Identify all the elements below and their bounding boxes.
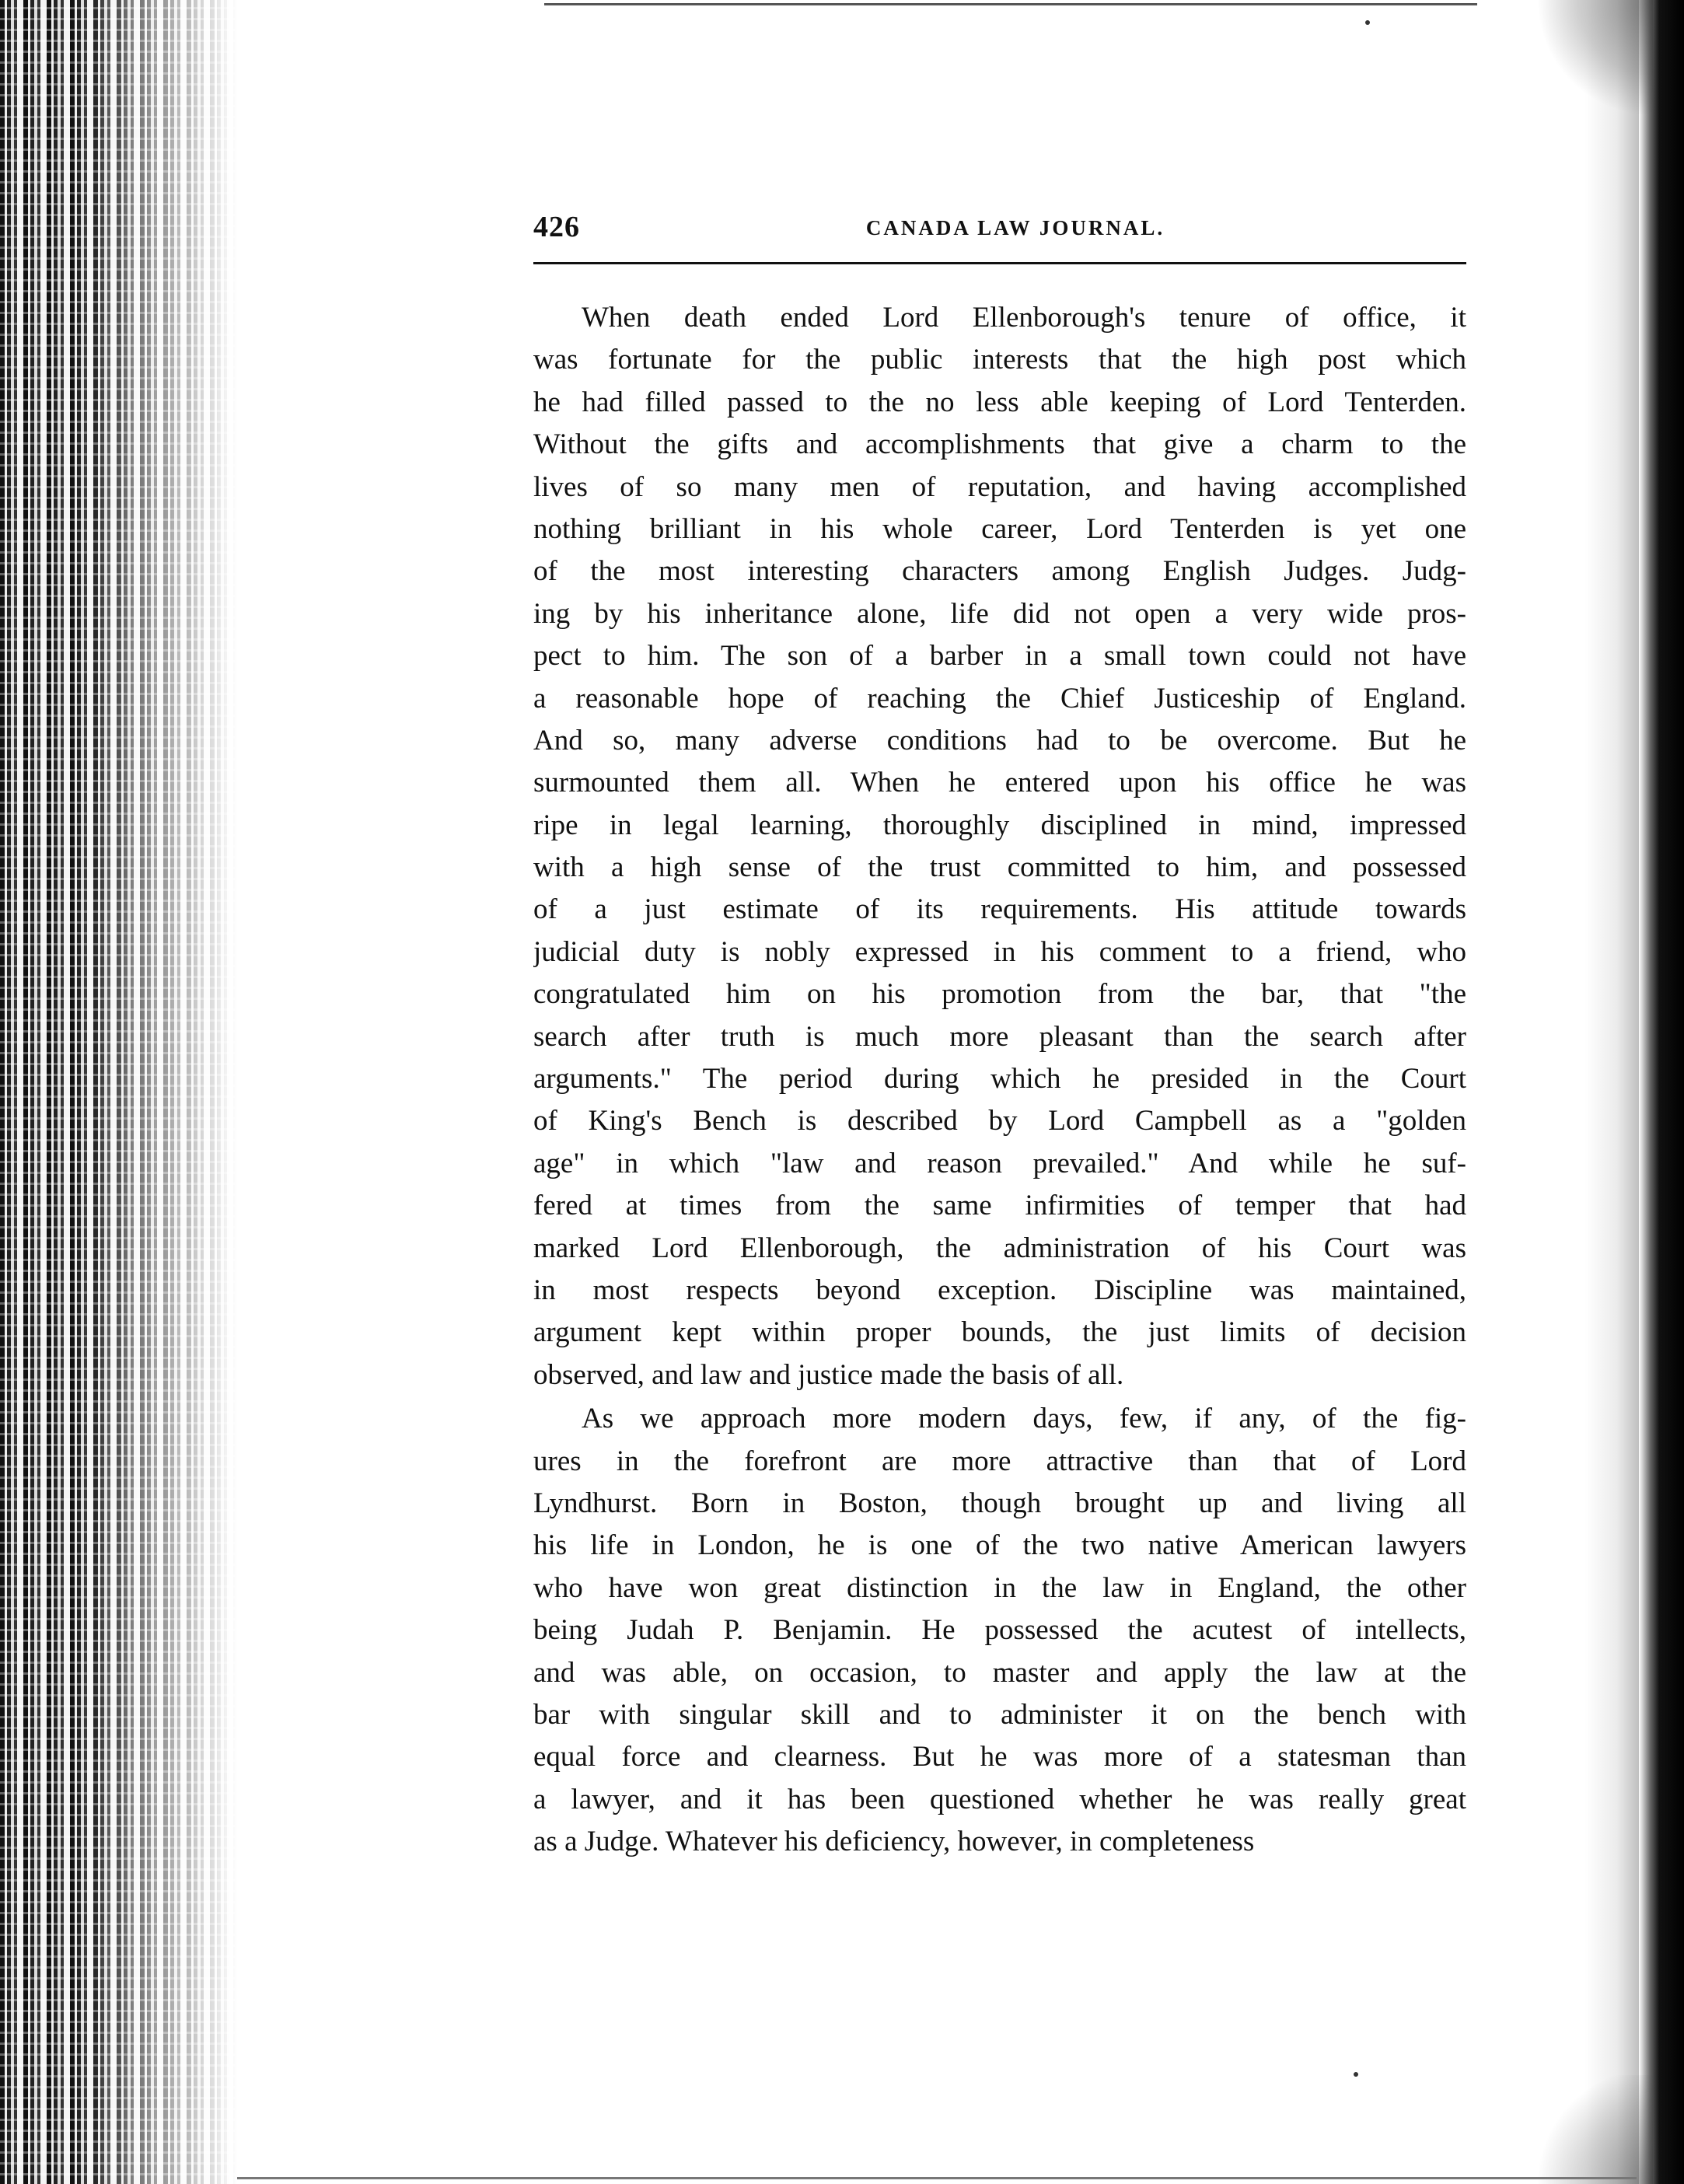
- text-line: judicial duty is nobly expressed in his comment to a friend, who: [533, 935, 1466, 968]
- text-line: Without the gifts and accomplishments that give a charm to the: [533, 428, 1466, 461]
- text-line: And so, many adverse conditions had to be overcome. But he: [533, 724, 1466, 757]
- scan-top-edge: [544, 3, 1477, 5]
- body-text: [533, 297, 1466, 1863]
- text-line: congratulated him on his promotion from the bar, that "the: [533, 978, 1466, 1011]
- text-line: ripe in legal learning, thoroughly disciplined in mind, impressed: [533, 809, 1466, 841]
- text-line: being Judah P. Benjamin. He possessed the acutest of intellects,: [533, 1614, 1466, 1647]
- text-line: argument kept within proper bounds, the just limits of decision: [533, 1316, 1466, 1349]
- paragraph: [533, 1398, 1466, 1863]
- text-line: search after truth is much more pleasant than the search after: [533, 1020, 1466, 1053]
- text-line: age" in which "law and reason prevailed." And while he suf-: [533, 1147, 1466, 1179]
- text-line: a lawyer, and it has been questioned whether he was really great: [533, 1783, 1466, 1815]
- text-line: of a just estimate of its requirements. His attitude towards: [533, 893, 1466, 926]
- text-line: observed, and law and justice made the basis of all.: [533, 1358, 1124, 1391]
- text-line: of the most interesting characters among English Judges. Judg-: [533, 555, 1466, 588]
- text-line: fered at times from the same infirmities of temper that had: [533, 1190, 1466, 1222]
- header-rule: [533, 262, 1466, 264]
- scan-corner-smudge-top: [1536, 0, 1653, 117]
- scan-corner-smudge-bottom: [1529, 2075, 1653, 2184]
- text-line: and was able, on occasion, to master and apply the law at the: [533, 1656, 1466, 1689]
- page-number: 426: [533, 211, 580, 243]
- text-line: was fortunate for the public interests that the high post which: [533, 344, 1466, 376]
- text-line: pect to him. The son of a barber in a small town could not have: [533, 640, 1466, 673]
- scan-bottom-edge: [237, 2177, 1637, 2179]
- text-line: lives of so many men of reputation, and having accomplished: [533, 470, 1466, 503]
- running-title: CANADA LAW JOURNAL.: [865, 216, 1165, 239]
- text-line: arguments." The period during which he presided in the Court: [533, 1063, 1466, 1095]
- text-line: who have won great distinction in the law in England, the other: [533, 1571, 1466, 1604]
- text-line: nothing brilliant in his whole career, Lord Tenterden is yet one: [533, 512, 1466, 545]
- text-line: with a high sense of the trust committed to him, and possessed: [533, 851, 1466, 884]
- scan-binding-shadow-left: [0, 0, 237, 2184]
- text-line: in most respects beyond exception. Discipline was maintained,: [533, 1274, 1466, 1306]
- scan-speck: [1365, 20, 1370, 25]
- text-line: ing by his inheritance alone, life did not open a very wide pros-: [533, 597, 1466, 630]
- scan-binding-shadow-right: [1639, 0, 1684, 2184]
- scan-speck: [1354, 2072, 1358, 2077]
- text-line: he had filled passed to the no less able keeping of Lord Tenterden.: [533, 386, 1466, 418]
- scan-binding-gradient-right: [1584, 0, 1639, 2184]
- text-line: as a Judge. Whatever his deficiency, however, in completeness: [533, 1826, 1255, 1858]
- running-header: [533, 210, 1466, 257]
- text-line: bar with singular skill and to administer it on the bench with: [533, 1698, 1466, 1731]
- text-line: When death ended Lord Ellenborough's tenure of office, it: [582, 302, 1466, 334]
- text-line: surmounted them all. When he entered upon his office he was: [533, 767, 1466, 799]
- paragraph: [533, 297, 1466, 1396]
- text-line: ures in the forefront are more attractive than that of Lord: [533, 1445, 1466, 1477]
- text-line: his life in London, he is one of the two native American lawyers: [533, 1529, 1466, 1562]
- text-line: marked Lord Ellenborough, the administration of his Court was: [533, 1232, 1466, 1264]
- text-line: As we approach more modern days, few, if any, of the fig-: [582, 1403, 1466, 1435]
- text-line: of King's Bench is described by Lord Campbell as a "golden: [533, 1105, 1466, 1137]
- text-line: a reasonable hope of reaching the Chief Justiceship of England.: [533, 682, 1466, 715]
- text-line: equal force and clearness. But he was more of a statesman than: [533, 1741, 1466, 1773]
- text-line: Lyndhurst. Born in Boston, though brought up and living all: [533, 1487, 1466, 1519]
